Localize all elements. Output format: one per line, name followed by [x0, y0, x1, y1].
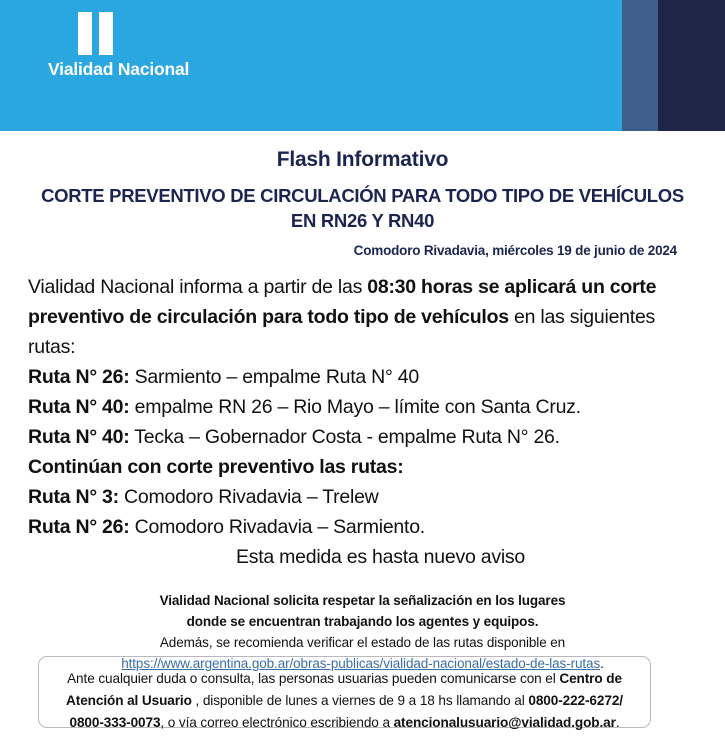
continuing-routes-heading: Continúan con corte preventivo las rutas:	[28, 455, 404, 478]
route-label: Ruta N° 26:	[28, 365, 130, 388]
route-label: Ruta N° 3:	[28, 485, 119, 508]
page-header	[0, 0, 725, 131]
headline	[0, 184, 725, 234]
route-label: Ruta N° 40:	[28, 425, 130, 448]
route-detail: Tecka – Gobernador Costa - empalme Ruta N° 26.	[129, 425, 560, 448]
flash-title: Flash Informativo	[276, 148, 449, 171]
intro-text-bold: 08:30 horas se aplicará un corte preventivo de circulación para todo tipo de vehículos	[28, 275, 657, 328]
contact-text-part-1: Ante cualquier duda o consulta, las personas usuarias pueden comunicarse con el	[67, 671, 560, 686]
logo-bar-left	[78, 12, 92, 55]
contact-email: atencionalusuario@vialidad.gob.ar	[393, 715, 616, 730]
contact-text-part-3: , o vía correo electrónico escribiendo a	[160, 715, 394, 730]
two-bars-logo-icon	[78, 12, 113, 55]
contact-text-part-2: , disponible de lunes a viernes de 9 a 18 hs llamando al	[191, 693, 529, 708]
route-detail: Sarmiento – empalme Ruta N° 40	[129, 365, 419, 388]
title-block	[0, 148, 725, 258]
route-label: Ruta N° 26:	[28, 515, 130, 538]
road-status-note: Además, se recomienda verificar el estado de las rutas disponible en	[159, 634, 566, 650]
route-item	[28, 362, 697, 392]
announcement-body	[0, 272, 725, 572]
intro-paragraph	[28, 272, 697, 362]
contact-center-name: Centro de Atención al Usuario	[66, 671, 622, 708]
headline-line-1: CORTE PREVENTIVO DE CIRCULACIÓN PARA TODO TIPO DE VEHÍCULOS	[41, 185, 684, 206]
route-detail: Comodoro Rivadavia – Trelew	[118, 485, 379, 508]
signage-note-line-2: donde se encuentran trabajando los agentes y equipos.	[186, 613, 539, 629]
dateline: Comodoro Rivadavia, miércoles 19 de junio de 2024	[353, 242, 677, 258]
route-item	[28, 512, 697, 542]
road-status-link[interactable]: https://www.argentina.gob.ar/obras-publicas/vialidad-nacional/estado-de-las-rutas	[121, 655, 601, 671]
intro-text-part-2: en las siguientes rutas:	[28, 305, 656, 358]
closing-note: Esta medida es hasta nuevo aviso	[235, 545, 525, 568]
route-item	[28, 482, 697, 512]
contact-phone-numbers: 0800-222-6272/ 0800-333-0073	[69, 693, 623, 730]
route-item	[28, 422, 697, 452]
header-band-dark-navy	[658, 0, 725, 131]
route-label: Ruta N° 40:	[28, 395, 130, 418]
route-item	[28, 392, 697, 422]
headline-line-2: EN RN26 Y RN40	[290, 209, 435, 231]
contact-text-part-4: .	[615, 715, 620, 730]
signage-note-line-1: Vialidad Nacional solicita respetar la señalización en los lugares	[159, 592, 566, 608]
contact-info-box	[38, 656, 651, 728]
logo-bar-right	[99, 12, 113, 55]
intro-text-part-1: Vialidad Nacional informa a partir de las	[28, 275, 368, 298]
header-band-mid-blue	[622, 0, 658, 131]
route-detail: empalme RN 26 – Rio Mayo – límite con Santa Cruz.	[129, 395, 581, 418]
org-name-label: Vialidad Nacional	[48, 59, 190, 79]
route-detail: Comodoro Rivadavia – Sarmiento.	[129, 515, 425, 538]
link-suffix: .	[600, 655, 604, 671]
